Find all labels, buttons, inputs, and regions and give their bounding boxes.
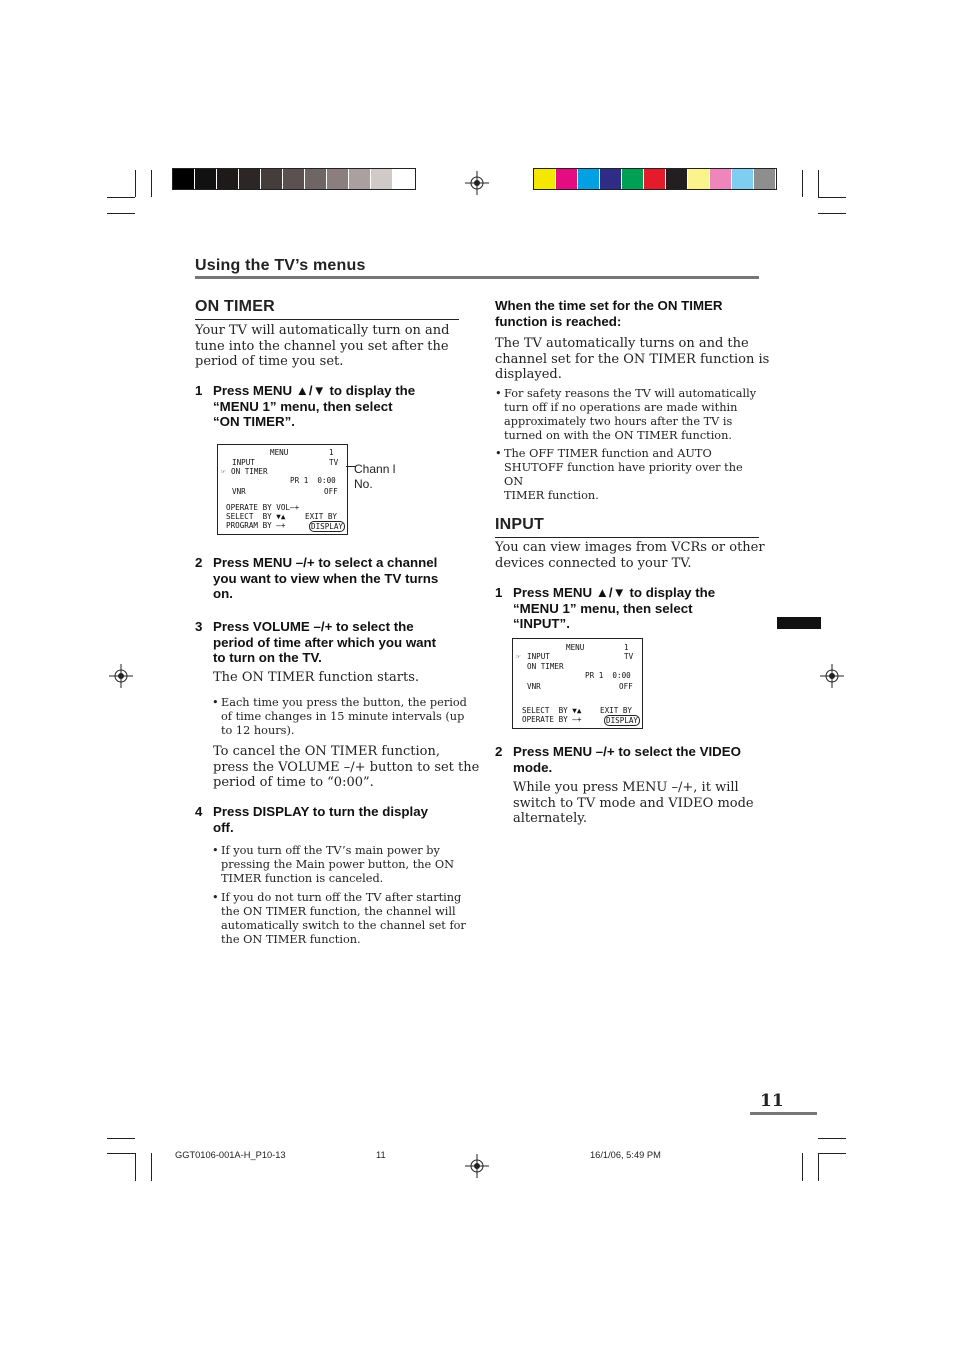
crop-mark [818,1138,846,1139]
calibration-swatch [732,169,754,189]
crop-mark [818,1153,819,1181]
input-step-2-text: While you press MENU –/+, it will switch to TV mode and VIDEO mode alternately. [513,780,754,827]
crop-mark [818,1153,846,1154]
on-timer-step-2: 2 Press MENU –/+ to select a channel you want to view when the TV turns on. [195,555,439,602]
menu-help-select: SELECT BY ▼▲ [226,512,286,521]
cancel-instructions: To cancel the ON TIMER function, press the VOLUME –/+ button to set the period of time to “0:00”. [213,744,480,791]
crop-mark [151,170,152,197]
color-calibration-bar [533,168,777,190]
on-timer-intro: Your TV will automatically turn on and tune into the channel you set after the period of time you set. [195,323,450,370]
input-intro: You can view images from VCRs or other devices connected to your TV. [495,540,765,571]
crop-mark [135,1153,136,1181]
menu-value-off: OFF [324,487,338,496]
when-reached-text: The TV automatically turns on and the channel set for the ON TIMER function is displayed. [495,336,770,383]
crop-mark [151,1153,152,1181]
crop-mark [818,170,819,197]
menu-label: MENU [270,448,289,457]
calibration-swatch [622,169,644,189]
calibration-swatch [173,169,195,189]
calibration-swatch [261,169,283,189]
page-number-rule [750,1112,817,1115]
menu-item-on-timer: ON TIMER [231,467,268,476]
crop-mark [107,1153,135,1154]
input-step-1: 1 Press MENU ▲/▼ to display the “MENU 1” menu, then select “INPUT”. [495,585,716,632]
registration-target-icon [465,171,489,195]
menu-page: 1 [624,643,629,652]
calibration-swatch [754,169,776,189]
menu-page: 1 [329,448,334,457]
header-rule [195,276,759,279]
menu-help-exit: EXIT BY [600,706,633,715]
crop-mark [107,213,135,214]
menu-help-operate: OPERATE BY –+ [522,715,582,724]
menu-value-pr: PR 1 0:00 [585,671,631,680]
input-heading: INPUT [495,516,544,533]
crop-mark [107,1138,135,1139]
calibration-swatch [644,169,666,189]
menu-help-exit: EXIT BY [305,512,338,521]
calibration-swatch [283,169,305,189]
side-tab-marker [777,617,821,629]
registration-target-icon [820,664,844,688]
registration-target-icon [465,1154,489,1178]
menu-value-off: OFF [619,682,633,691]
input-step-2: 2 Press MENU –/+ to select the VIDEO mode. [495,744,741,775]
when-reached-heading: When the time set for the ON TIMER function is reached: [495,298,723,329]
calibration-swatch [371,169,393,189]
menu-help-operate: OPERATE BY VOL–+ [226,503,300,512]
footer-date: 16/1/06, 5:49 PM [590,1150,661,1160]
calibration-swatch [305,169,327,189]
menu-value-pr: PR 1 0:00 [290,476,336,485]
on-timer-step-4: 4 Press DISPLAY to turn the display off. [195,804,429,835]
menu-item-vnr: VNR [527,682,541,691]
calibration-swatch [666,169,688,189]
crop-mark [107,197,135,198]
page-number: 11 [760,1091,784,1111]
menu-help-program: PROGRAM BY –+ [226,521,286,530]
calibration-swatch [349,169,371,189]
menu-item-on-timer: ON TIMER [527,662,564,671]
channel-callout: Chann l No. [354,462,396,491]
footer-file-code: GGT0106-001A-H_P10-13 [175,1150,286,1160]
crop-mark [818,197,846,198]
display-button-label: DISPLAY [311,522,344,531]
calibration-swatch [688,169,710,189]
calibration-swatch [217,169,239,189]
menu-label: MENU [566,643,585,652]
on-timer-menu-screen [217,444,348,535]
calibration-swatch [327,169,349,189]
calibration-swatch [239,169,261,189]
section-rule [195,319,459,320]
registration-target-icon [109,664,133,688]
crop-mark [802,170,803,197]
calibration-swatch [710,169,732,189]
calibration-swatch [556,169,578,189]
on-timer-step-3: 3 Press VOLUME –/+ to select the period of time after which you want to turn on the TV. [195,619,437,666]
on-timer-heading: ON TIMER [195,298,275,315]
menu-item-input: INPUT [527,652,550,661]
menu-item-input: INPUT [232,458,255,467]
section-rule [495,537,759,538]
calibration-swatch [578,169,600,189]
on-timer-step-1: 1 Press MENU ▲/▼ to display the “MENU 1” menu, then select “ON TIMER”. [195,383,416,430]
calibration-swatch [534,169,556,189]
menu-value-tv: TV [624,652,634,661]
hand-pointer-icon: ☞ [516,652,521,661]
footer-page: 11 [376,1150,386,1160]
grayscale-calibration-bar [172,168,416,190]
crop-mark [135,170,136,197]
menu-item-vnr: VNR [232,487,246,496]
input-menu-screen [512,638,643,729]
menu-value-tv: TV [329,458,339,467]
crop-mark [802,1153,803,1181]
page-title: Using the TV’s menus [195,257,366,274]
display-button-label: DISPLAY [606,716,639,725]
hand-pointer-icon: ☞ [221,467,226,476]
calibration-swatch [600,169,622,189]
crop-mark [818,213,846,214]
step-3-result: The ON TIMER function starts. [213,670,420,685]
calibration-swatch [195,169,217,189]
calibration-swatch [393,169,415,189]
menu-help-select: SELECT BY ▼▲ [522,706,582,715]
